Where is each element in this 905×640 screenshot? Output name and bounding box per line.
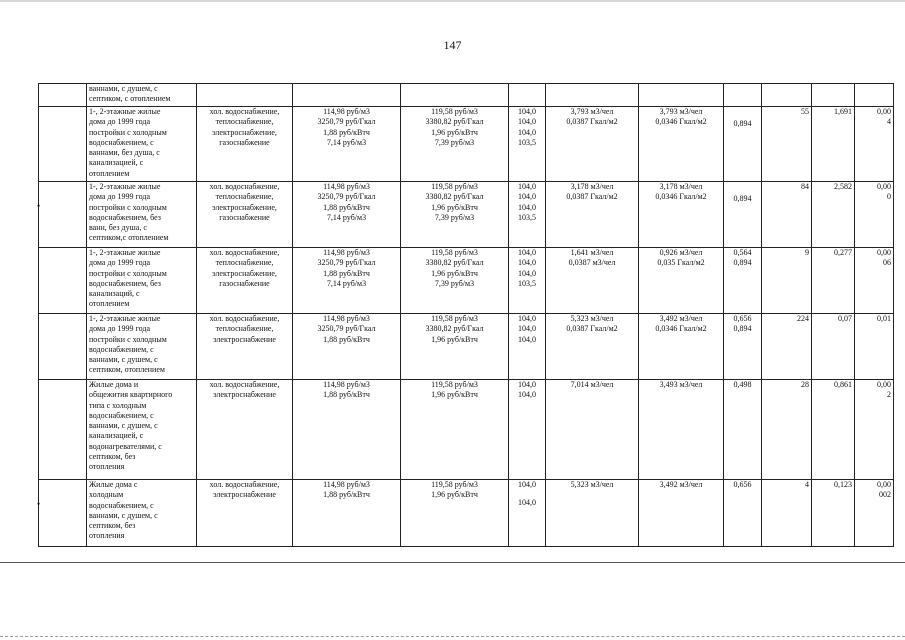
tariff-after-cell-line: 119,58 руб/м3: [431, 248, 478, 257]
norm-after-cell-line: 3,793 м3/чел: [659, 107, 703, 116]
norm-before-cell-line: 3,793 м3/чел: [570, 107, 614, 116]
value-cell: 0,277: [812, 248, 855, 314]
tariff-before-cell-line: 7,14 руб/м3: [326, 278, 367, 288]
description-cell: [87, 248, 197, 314]
norm-before-cell: [546, 380, 639, 480]
table-row: [39, 480, 894, 547]
description-cell: [87, 380, 197, 480]
tariff-after-cell-line: 1,96 руб/кВтч: [431, 127, 478, 137]
description-cell-line: 1-, 2-этажные жилые: [89, 107, 161, 116]
index-cell-line: 104,0: [518, 314, 536, 323]
description-cell-line: канализаций, с: [89, 289, 140, 299]
description-cell-line: отоплением: [89, 299, 130, 309]
index-cell-line: 104,0: [518, 390, 536, 400]
description-cell-line: отоплением: [89, 168, 130, 178]
value-cell: 1,691: [812, 107, 855, 182]
share-cell: [855, 380, 894, 480]
norm-before-cell-line: 0,0387 Гкал/м2: [566, 324, 618, 334]
share-cell: [855, 107, 894, 182]
description-cell-line: водоснабжением, с: [89, 410, 154, 420]
services-cell-line: электроснабжение: [213, 490, 276, 500]
tariff-before-cell-line: 1,88 руб/кВтч: [323, 268, 370, 278]
marker-cell: [39, 107, 87, 182]
description-cell-line: септиком,с отоплением: [89, 233, 169, 243]
services-cell-line: электроснабжение,: [212, 202, 277, 212]
tariff-before-cell-line: 1,88 руб/кВтч: [323, 334, 370, 344]
marker-cell: [39, 480, 87, 547]
empty-cell: [401, 84, 509, 107]
share-cell: [855, 182, 894, 248]
share-cell-line: 2: [887, 390, 891, 400]
description-cell-line: дома до 1999 года: [89, 324, 151, 334]
description-cell-line: отопления: [89, 531, 125, 541]
index-cell: [509, 248, 546, 314]
share-cell-line: 4: [887, 117, 891, 127]
tariff-after-cell-line: 119,58 руб/м3: [431, 480, 478, 489]
page-number: 147: [443, 38, 462, 52]
description-cell-line: септиком, без: [89, 521, 136, 531]
tariff-after-cell-line: 3380,82 руб/Гкал: [425, 324, 484, 334]
count-cell: 55: [762, 107, 812, 182]
coefficient-cell-line: 0,894: [733, 258, 752, 268]
description-cell-line: септиком, без: [89, 452, 136, 462]
description-cell-line: канализацией, с: [89, 158, 144, 168]
tariff-after-cell: [401, 248, 509, 314]
index-cell-line: 103,5: [518, 212, 536, 222]
norm-before-cell-line: 5,323 м3/чел: [570, 314, 614, 323]
tariff-after-cell-line: 119,58 руб/м3: [431, 182, 478, 191]
empty-cell: [855, 84, 894, 107]
description-cell-line: типа с холодным: [89, 400, 147, 410]
index-cell-line: 104,0: [518, 182, 536, 191]
tariff-before-cell-line: 3250,79 руб/Гкал: [317, 258, 376, 268]
table-row: [39, 248, 894, 314]
description-cell-line: канализацией, с: [89, 431, 144, 441]
description-cell-line: септиком, с отоплением: [89, 94, 171, 104]
norm-after-cell-line: 0,035 Гкал/м2: [657, 258, 705, 268]
count-cell: 224: [762, 314, 812, 380]
norm-after-cell: [639, 182, 724, 248]
description-cell-line: постройки с холодным: [89, 202, 167, 212]
norm-before-cell: [546, 182, 639, 248]
index-cell: [509, 480, 546, 547]
description-cell-line: дома до 1999 года: [89, 192, 151, 202]
table-row-continuation: [39, 84, 894, 107]
tariff-before-cell-line: 7,14 руб/м3: [326, 137, 367, 147]
tariff-table: [38, 83, 894, 547]
tariff-before-cell: [293, 480, 401, 547]
index-cell-line: 104,0: [518, 334, 536, 344]
share-cell-line: 0,00: [877, 182, 891, 191]
count-cell: 4: [762, 480, 812, 547]
services-cell-line: хол. водоснабжение,: [209, 314, 280, 323]
tariff-before-cell: [293, 380, 401, 480]
share-cell: [855, 480, 894, 547]
empty-cell: [197, 84, 293, 107]
norm-before-cell: [546, 248, 639, 314]
services-cell: [197, 314, 293, 380]
share-cell-line: 06: [883, 258, 891, 268]
index-cell-line: 104,0: [518, 380, 536, 389]
index-cell-line: 104,0: [518, 127, 536, 137]
count-cell: 84: [762, 182, 812, 248]
description-cell-line: холодным: [89, 490, 124, 500]
tariff-after-cell-line: 7,39 руб/м3: [434, 137, 475, 147]
tariff-before-cell-line: 114,98 руб/м3: [323, 248, 370, 257]
description-cell-line: общежития квартирного: [89, 390, 173, 400]
description-cell-line: ваннами, с душем, с: [89, 84, 158, 93]
norm-after-cell: [639, 380, 724, 480]
index-cell-line: 104,0: [518, 248, 536, 257]
services-cell-line: хол. водоснабжение,: [209, 480, 280, 489]
share-cell-line: 002: [879, 490, 891, 500]
share-cell-line: 0,00: [877, 248, 891, 257]
tariff-before-cell-line: 1,88 руб/кВтч: [323, 202, 370, 212]
tariff-before-cell-line: 114,98 руб/м3: [323, 182, 370, 191]
tariff-after-cell-line: 119,58 руб/м3: [431, 107, 478, 116]
description-cell-line: ванн, без душа, с: [89, 223, 147, 233]
index-cell-line: 104,0: [518, 268, 536, 278]
share-cell-line: 0,00: [877, 380, 891, 389]
tariff-before-cell: [293, 182, 401, 248]
marker-cell: [39, 380, 87, 480]
norm-after-cell: [639, 107, 724, 182]
description-cell: [87, 107, 197, 182]
share-cell-line: 0: [887, 192, 891, 202]
norm-before-cell-line: 5,323 м3/чел: [570, 480, 614, 489]
marker-cell: [39, 248, 87, 314]
norm-after-cell: [639, 248, 724, 314]
index-cell: [509, 182, 546, 248]
description-cell-line: Жилые дома с: [89, 480, 138, 489]
empty-cell: [509, 84, 546, 107]
marker-cell: [39, 84, 87, 107]
table-row: [39, 314, 894, 380]
tariff-after-cell: [401, 380, 509, 480]
tariff-after-cell-line: 1,96 руб/кВтч: [431, 268, 478, 278]
services-cell: [197, 380, 293, 480]
tariff-before-cell-line: 7,14 руб/м3: [326, 212, 367, 222]
tariff-before-cell-line: 114,98 руб/м3: [323, 314, 370, 323]
norm-before-cell: [546, 107, 639, 182]
index-cell: [509, 380, 546, 480]
description-cell-line: Жилые дома и: [89, 380, 139, 389]
value-cell: 2,582: [812, 182, 855, 248]
table-row: [39, 380, 894, 480]
index-cell: [509, 314, 546, 380]
tariff-before-cell-line: 3250,79 руб/Гкал: [317, 192, 376, 202]
coefficient-cell-line: 0,894: [733, 194, 752, 203]
description-cell-line: водоснабжением, без: [89, 212, 161, 222]
norm-before-cell: [546, 314, 639, 380]
norm-after-cell-line: 0,0346 Гкал/м2: [655, 192, 707, 202]
tariff-after-cell-line: 1,96 руб/кВтч: [431, 202, 478, 212]
empty-cell: [293, 84, 401, 107]
tariff-after-cell-line: 119,58 руб/м3: [431, 380, 478, 389]
norm-before-cell: [546, 480, 639, 547]
tariff-before-cell-line: 3250,79 руб/Гкал: [317, 324, 376, 334]
norm-before-cell-line: 1,641 м3/чел: [570, 248, 614, 257]
coefficient-cell-line: 0,894: [733, 119, 752, 128]
description-cell-line: дома до 1999 года: [89, 117, 151, 127]
tariff-before-cell-line: 3250,79 руб/Гкал: [317, 117, 376, 127]
share-cell-line: 0,01: [877, 314, 891, 323]
empty-cell: [812, 84, 855, 107]
services-cell-line: газоснабжение: [219, 137, 270, 147]
table-row: [39, 107, 894, 182]
coefficient-cell: [724, 182, 762, 248]
tariff-before-cell-line: 1,88 руб/кВтч: [323, 390, 370, 400]
tariff-after-cell-line: 3380,82 руб/Гкал: [425, 258, 484, 268]
tariff-after-cell-line: 7,39 руб/м3: [434, 212, 475, 222]
services-cell-line: хол. водоснабжение,: [209, 248, 280, 257]
tariff-before-cell-line: 114,98 руб/м3: [323, 107, 370, 116]
coefficient-cell-line: 0,498: [733, 380, 752, 389]
description-cell-line: ваннами, без душа, с: [89, 148, 160, 158]
share-cell-line: 0,00: [877, 107, 891, 116]
services-cell: [197, 107, 293, 182]
coefficient-cell-line: 0,656: [733, 480, 752, 489]
coefficient-cell: [724, 314, 762, 380]
norm-after-cell: [639, 480, 724, 547]
tariff-after-cell: [401, 182, 509, 248]
tariff-before-cell-line: 114,98 руб/м3: [323, 380, 370, 389]
description-cell: [87, 480, 197, 547]
description-cell-line: 1-, 2-этажные жилые: [89, 314, 161, 323]
table-row: [39, 182, 894, 248]
description-cell-line: водоснабжением, с: [89, 137, 154, 147]
description-cell: [87, 182, 197, 248]
services-cell: [197, 182, 293, 248]
marker-cell: [39, 182, 87, 248]
empty-cell: [762, 84, 812, 107]
coefficient-cell: [724, 480, 762, 547]
tariff-after-cell: [401, 107, 509, 182]
tariff-after-cell: [401, 480, 509, 547]
share-cell: [855, 314, 894, 380]
value-cell: 0,07: [812, 314, 855, 380]
tariff-after-cell-line: 1,96 руб/кВтч: [431, 390, 478, 400]
description-cell-line: дома до 1999 года: [89, 258, 151, 268]
coefficient-cell: [724, 380, 762, 480]
services-cell-line: теплоснабжение,: [215, 258, 274, 268]
coefficient-cell: [724, 248, 762, 314]
services-cell-line: теплоснабжение,: [215, 324, 274, 334]
norm-before-cell-line: 0,0387 Гкал/м2: [566, 117, 618, 127]
empty-cell: [546, 84, 639, 107]
description-cell-line: водоснабжением, с: [89, 344, 154, 354]
norm-after-cell-line: 3,492 м3/чел: [659, 480, 703, 489]
bottom-rule: [0, 562, 905, 563]
description-cell-line: водонагревателями, с: [89, 441, 162, 451]
share-cell: [855, 248, 894, 314]
tariff-after-cell-line: 1,96 руб/кВтч: [431, 334, 478, 344]
tariff-before-cell-line: 1,88 руб/кВтч: [323, 490, 370, 500]
tariff-before-cell-line: 1,88 руб/кВтч: [323, 127, 370, 137]
norm-before-cell-line: 7,014 м3/чел: [570, 380, 614, 389]
value-cell: 0,861: [812, 380, 855, 480]
services-cell-line: электроснабжение,: [212, 268, 277, 278]
coefficient-cell-line: 0,656: [733, 314, 752, 323]
description-cell-line: водоснабжением, без: [89, 278, 161, 288]
index-cell-line: 104,0: [518, 117, 536, 127]
services-cell-line: электроснабжение: [213, 334, 276, 344]
tariff-after-cell-line: 7,39 руб/м3: [434, 278, 475, 288]
tariff-after-cell-line: 3380,82 руб/Гкал: [425, 192, 484, 202]
index-cell-line: 104,0: [518, 202, 536, 212]
tariff-before-cell: [293, 314, 401, 380]
services-cell: [197, 248, 293, 314]
services-cell-line: теплоснабжение,: [215, 117, 274, 127]
tariff-before-cell: [293, 107, 401, 182]
scan-edge-bottom: [0, 636, 905, 638]
index-cell-line: 103,5: [518, 137, 536, 147]
services-cell-line: хол. водоснабжение,: [209, 107, 280, 116]
norm-after-cell-line: 3,493 м3/чел: [659, 380, 703, 389]
description-cell-line: ваннами, с душем, с: [89, 510, 158, 520]
description-cell-line: постройки с холодным: [89, 268, 167, 278]
norm-before-cell-line: 0,0387 Гкал/м2: [566, 192, 618, 202]
empty-cell: [724, 84, 762, 107]
index-cell-line: 104,0: [518, 498, 536, 508]
description-cell-line: септиком, отоплением: [89, 365, 165, 375]
coefficient-cell: [724, 107, 762, 182]
index-cell-line: 104,0: [518, 480, 536, 489]
index-cell-line: 103,5: [518, 278, 536, 288]
tariff-after-cell-line: 3380,82 руб/Гкал: [425, 117, 484, 127]
empty-cell: [639, 84, 724, 107]
tariff-before-cell: [293, 248, 401, 314]
tariff-before-cell-line: 114,98 руб/м3: [323, 480, 370, 489]
description-cell-line: ваннами, с душем, с: [89, 355, 158, 365]
index-cell-line: 104,0: [518, 192, 536, 202]
index-cell-line: 104,0: [518, 258, 536, 268]
description-cell-line: постройки с холодным: [89, 127, 167, 137]
description-cell-line: отопления: [89, 462, 125, 472]
services-cell-line: газоснабжение: [219, 278, 270, 288]
scan-edge-top: [0, 0, 905, 2]
share-cell-line: 0,00: [877, 480, 891, 489]
description-cell-line: 1-, 2-этажные жилые: [89, 248, 161, 257]
bullet-mark: •: [37, 499, 41, 509]
services-cell: [197, 480, 293, 547]
index-cell: [509, 107, 546, 182]
services-cell-line: теплоснабжение,: [215, 192, 274, 202]
coefficient-cell-line: 0,894: [733, 324, 752, 334]
count-cell: 9: [762, 248, 812, 314]
services-cell-line: газоснабжение: [219, 212, 270, 222]
coefficient-cell-line: 0,564: [733, 248, 752, 257]
count-cell: 28: [762, 380, 812, 480]
services-cell-line: хол. водоснабжение,: [209, 182, 280, 191]
norm-before-cell-line: 3,178 м3/чел: [570, 182, 614, 191]
norm-after-cell: [639, 314, 724, 380]
index-cell-line: 104,0: [518, 324, 536, 334]
norm-after-cell-line: 3,492 м3/чел: [659, 314, 703, 323]
description-cell-line: постройки с холодным: [89, 334, 167, 344]
norm-after-cell-line: 0,0346 Гкал/м2: [655, 324, 707, 334]
description-cell-line: водоснабжением, с: [89, 500, 154, 510]
services-cell-line: электроснабжение,: [212, 127, 277, 137]
norm-after-cell-line: 3,178 м3/чел: [659, 182, 703, 191]
norm-after-cell-line: 0,926 м3/чел: [659, 248, 703, 257]
marker-cell: [39, 314, 87, 380]
tariff-after-cell: [401, 314, 509, 380]
services-cell-line: хол. водоснабжение,: [209, 380, 280, 389]
tariff-after-cell-line: 1,96 руб/кВтч: [431, 490, 478, 500]
description-cell: [87, 84, 197, 107]
bullet-mark: •: [37, 201, 41, 211]
description-cell-line: ваннами, с душем, с: [89, 421, 158, 431]
services-cell-line: электроснабжение: [213, 390, 276, 400]
description-cell-line: 1-, 2-этажные жилые: [89, 182, 161, 191]
tariff-after-cell-line: 119,58 руб/м3: [431, 314, 478, 323]
index-cell-line: 104,0: [518, 107, 536, 116]
norm-after-cell-line: 0,0346 Гкал/м2: [655, 117, 707, 127]
value-cell: 0,123: [812, 480, 855, 547]
description-cell: [87, 314, 197, 380]
norm-before-cell-line: 0,0387 м3/чел: [568, 258, 616, 268]
